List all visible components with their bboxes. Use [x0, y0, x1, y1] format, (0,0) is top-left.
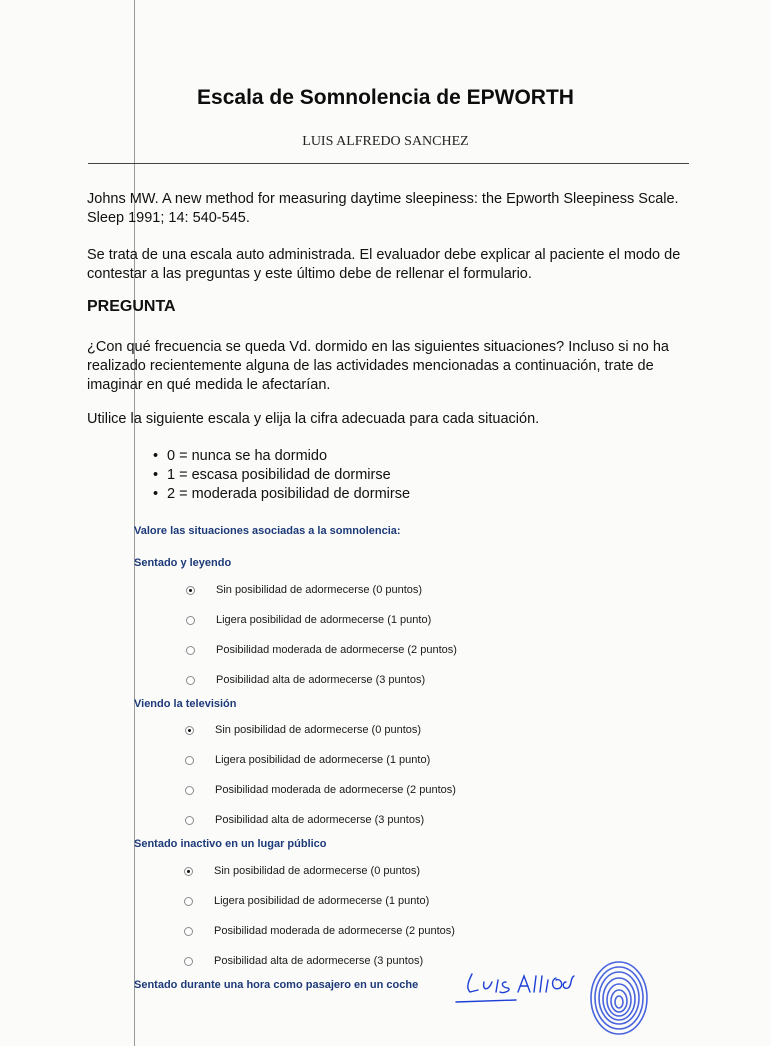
section-heading: PREGUNTA [87, 298, 176, 315]
radio-button[interactable] [185, 756, 194, 765]
option-label: Posibilidad moderada de adormecerse (2 puntos) [216, 644, 457, 656]
radio-button[interactable] [185, 786, 194, 795]
radio-button[interactable] [184, 867, 193, 876]
author-name: LUIS ALFREDO SANCHEZ [302, 134, 469, 149]
scale-item: • 0 = nunca se ha dormido [153, 447, 410, 466]
radio-button[interactable] [185, 816, 194, 825]
radio-button[interactable] [186, 616, 195, 625]
option-label: Ligera posibilidad de adormecerse (1 punto) [215, 754, 431, 766]
radio-button[interactable] [186, 676, 195, 685]
scale-item: • 2 = moderada posibilidad de dormirse [153, 485, 410, 504]
option-label: Posibilidad alta de adormecerse (3 puntos) [214, 955, 424, 967]
option-label: Sin posibilidad de adormecerse (0 puntos) [216, 584, 423, 596]
scale-list [153, 447, 410, 504]
question-label-public-place: Sentado inactivo en un lugar público [134, 838, 327, 850]
radio-button[interactable] [184, 927, 193, 936]
radio-button[interactable] [184, 957, 193, 966]
option-label: Sin posibilidad de adormecerse (0 puntos) [215, 724, 422, 736]
option-label: Posibilidad moderada de adormecerse (2 puntos) [214, 925, 455, 937]
scale-item: • 1 = escasa posibilidad de dormirse [153, 466, 410, 485]
option-label: Ligera posibilidad de adormecerse (1 punto) [216, 614, 432, 626]
header-divider [88, 163, 689, 164]
option-label: Posibilidad alta de adormecerse (3 puntos) [216, 674, 426, 686]
question-text: ¿Con qué frecuencia se queda Vd. dormido en las siguientes situaciones? Incluso si no ha realizado recientemente alguna de las actividades mencionadas a continuación, trate de imaginar en qué medida le afectarían. [87, 339, 669, 393]
reference-citation: Johns MW. A new method for measuring daytime sleepiness: the Epworth Sleepiness Scale. Sleep 1991; 14: 540-545. [87, 191, 679, 226]
radio-button[interactable] [186, 586, 195, 595]
question-label-car-passenger: Sentado durante una hora como pasajero en un coche [134, 979, 419, 991]
option-label: Sin posibilidad de adormecerse (0 puntos) [214, 865, 421, 877]
form-title: Valore las situaciones asociadas a la somnolencia: [134, 525, 401, 537]
scan-margin-line [134, 0, 135, 1046]
instructions-text: Se trata de una escala auto administrada. El evaluador debe explicar al paciente el modo de contestar a las preguntas y este último debe de rellenar el formulario. [87, 247, 681, 282]
radio-button[interactable] [186, 646, 195, 655]
question-label-reading: Sentado y leyendo [134, 557, 232, 569]
option-label: Posibilidad moderada de adormecerse (2 puntos) [215, 784, 456, 796]
option-label: Ligera posibilidad de adormecerse (1 punto) [214, 895, 430, 907]
handwritten-signature [452, 968, 582, 1004]
radio-button[interactable] [184, 897, 193, 906]
scale-intro: Utilice la siguiente escala y elija la cifra adecuada para cada situación. [87, 411, 540, 427]
radio-button[interactable] [185, 726, 194, 735]
option-label: Posibilidad alta de adormecerse (3 puntos) [215, 814, 425, 826]
fingerprint-mark [588, 958, 650, 1038]
question-label-tv: Viendo la televisión [134, 698, 237, 710]
document-title: Escala de Somnolencia de EPWORTH [197, 86, 574, 109]
